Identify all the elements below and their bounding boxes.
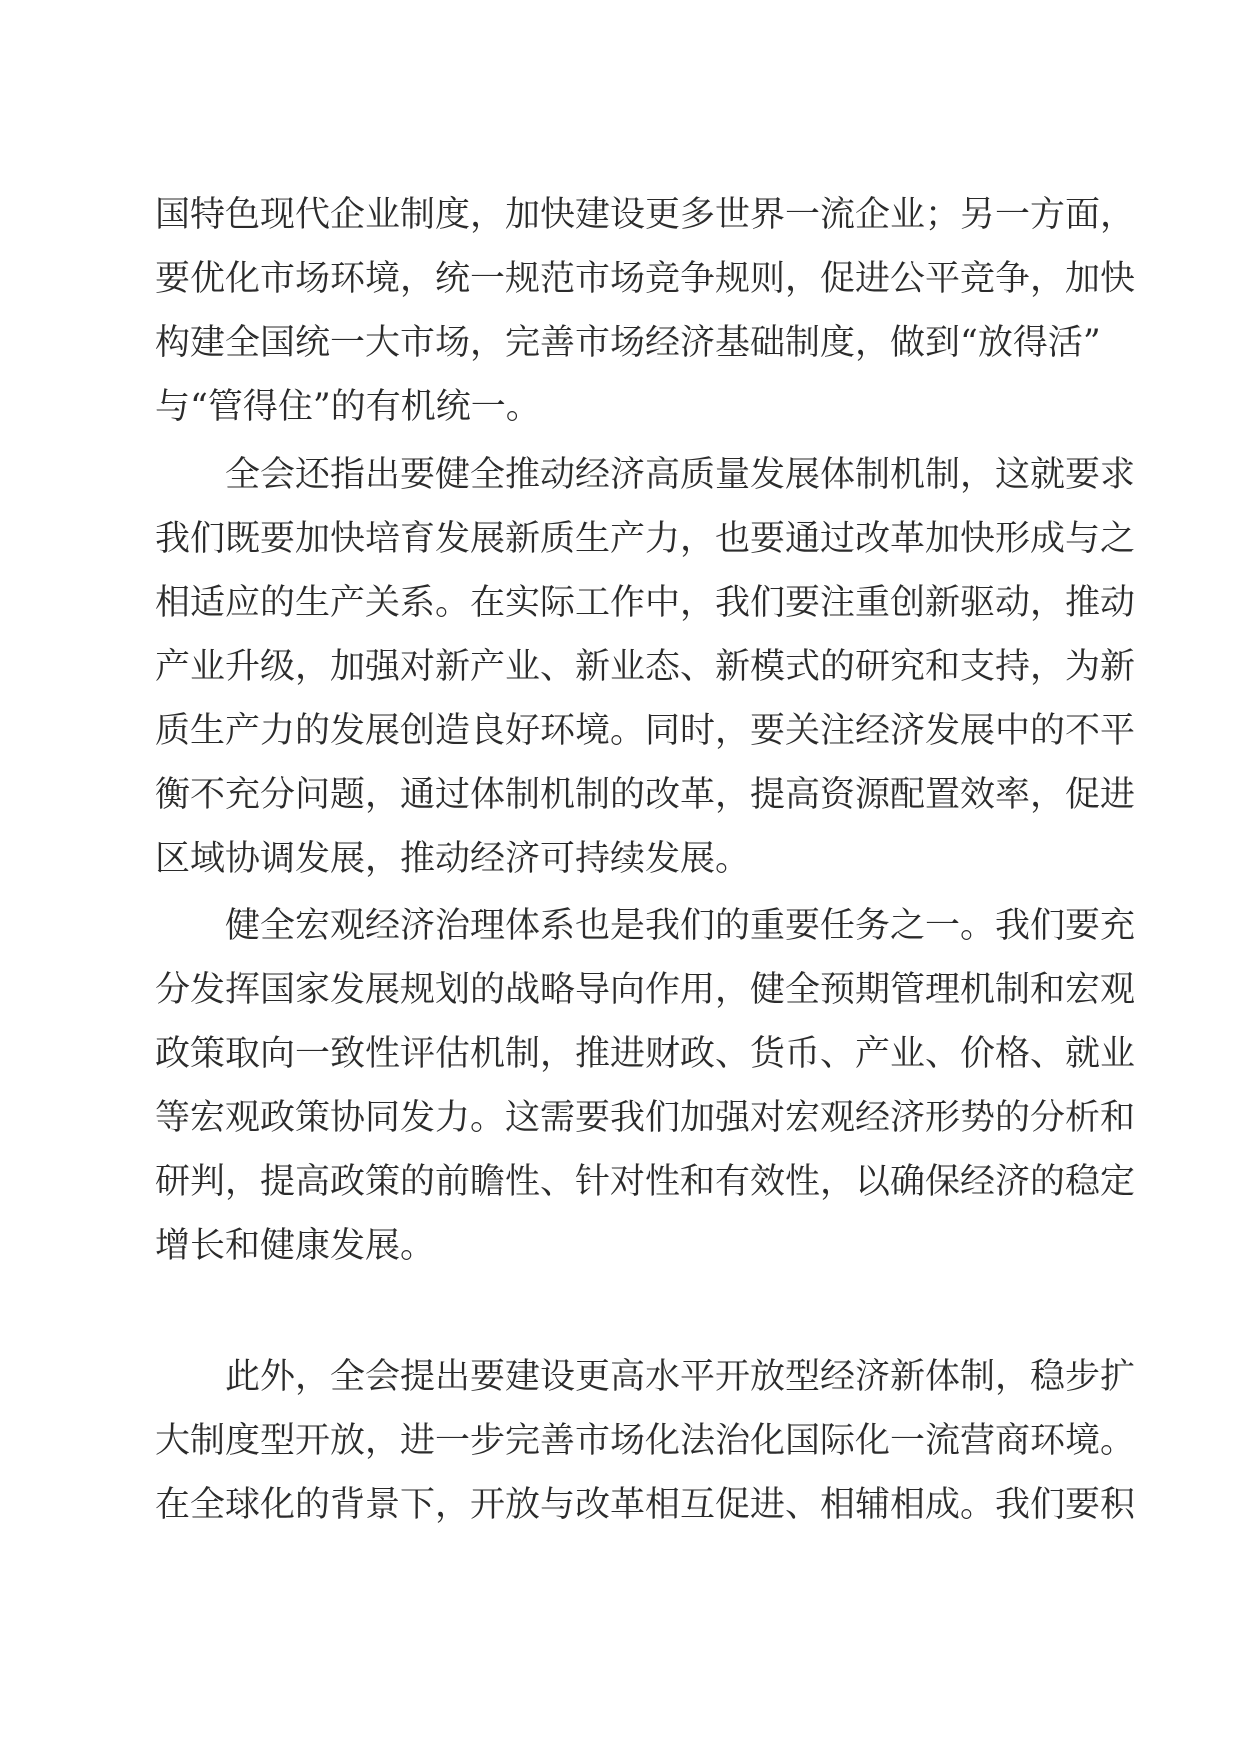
text-line: 国特色现代企业制度，加快建设更多世界一流企业；另一方面，: [155, 195, 1136, 235]
paragraph-continuation: [155, 183, 1136, 439]
text-line: 要优化市场环境，统一规范市场竞争规则，促进公平竞争，加快: [155, 259, 1136, 299]
text-line: 此外，全会提出要建设更高水平开放型经济新体制，稳步扩: [225, 1357, 1136, 1397]
text-line: 等宏观政策协同发力。这需要我们加强对宏观经济形势的分析和: [155, 1098, 1136, 1138]
text-line: 健全宏观经济治理体系也是我们的重要任务之一。我们要充: [225, 906, 1136, 946]
text-line: 政策取向一致性评估机制，推进财政、货币、产业、价格、就业: [155, 1034, 1136, 1074]
text-line: 衡不充分问题，通过体制机制的改革，提高资源配置效率，促进: [155, 775, 1136, 815]
text-line: 增长和健康发展。: [155, 1226, 436, 1266]
text-line: 产业升级，加强对新产业、新业态、新模式的研究和支持，为新: [155, 647, 1136, 687]
text-line: 构建全国统一大市场，完善市场经济基础制度，做到“放得活”: [155, 323, 1101, 363]
text-line: 大制度型开放，进一步完善市场化法治化国际化一流营商环境。: [155, 1421, 1136, 1461]
paragraph-open-economy: [155, 1345, 1136, 1537]
text-line: 研判，提高政策的前瞻性、针对性和有效性，以确保经济的稳定: [155, 1162, 1136, 1202]
paragraph-macro-governance: [155, 894, 1136, 1278]
text-line: 全会还指出要健全推动经济高质量发展体制机制，这就要求: [225, 455, 1136, 495]
paragraph-economic-development: [155, 443, 1136, 891]
text-line: 与“管得住”的有机统一。: [155, 387, 541, 427]
text-line: 质生产力的发展创造良好环境。同时，要关注经济发展中的不平: [155, 711, 1136, 751]
text-line: 分发挥国家发展规划的战略导向作用，健全预期管理机制和宏观: [155, 970, 1136, 1010]
text-line: 相适应的生产关系。在实际工作中，我们要注重创新驱动，推动: [155, 583, 1136, 623]
text-line: 区域协调发展，推动经济可持续发展。: [155, 839, 751, 879]
text-line: 在全球化的背景下，开放与改革相互促进、相辅相成。我们要积: [155, 1485, 1136, 1525]
text-line: 我们既要加快培育发展新质生产力，也要通过改革加快形成与之: [155, 519, 1136, 559]
